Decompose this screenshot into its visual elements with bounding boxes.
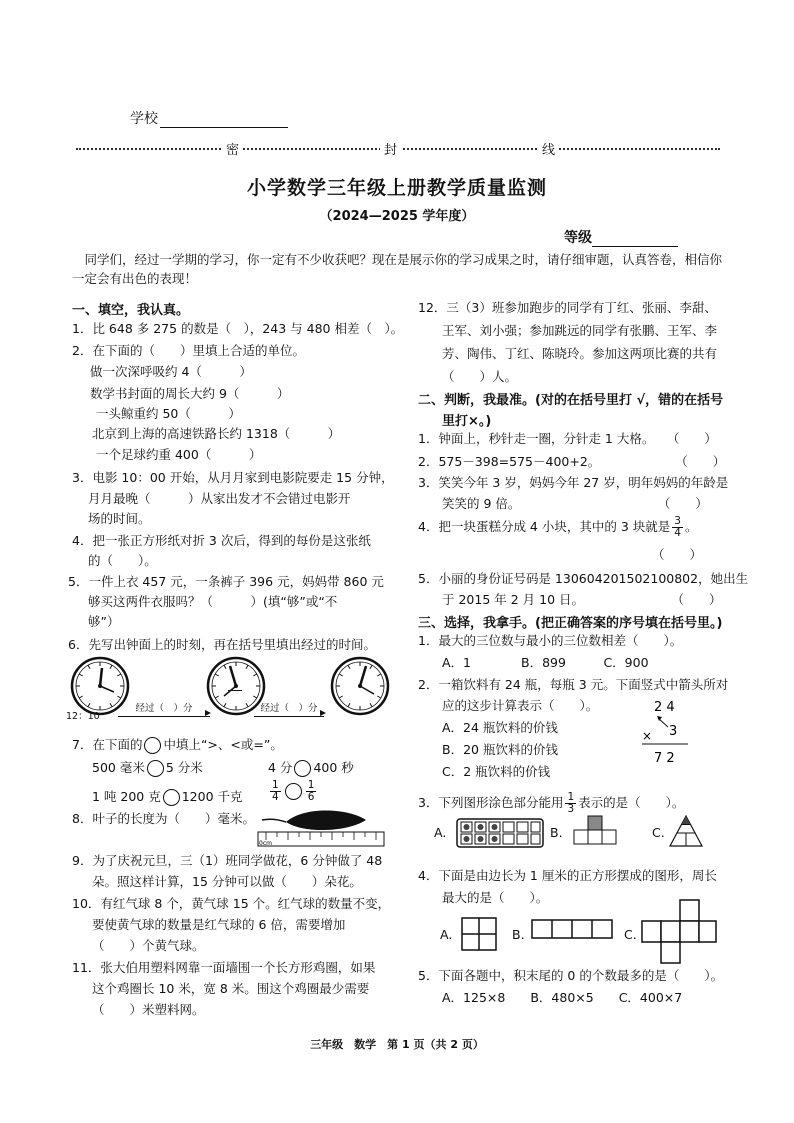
choice-5: 5．下面各题中，积末尾的 0 的个数最多的是（ ）。 <box>418 968 724 983</box>
choice-2-a: A．24 瓶饮料的价钱 <box>442 720 558 735</box>
section-3-heading: 三、选择，我拿手。(把正确答案的序号填在括号里。) <box>418 616 723 631</box>
choice-2-c: C．2 瓶饮料的价钱 <box>442 764 551 779</box>
leaf-ruler-diagram <box>256 804 388 850</box>
q7-item2 <box>268 759 354 777</box>
judge-5-line2: 于 2015 年 2 月 10 日。 （ ） <box>442 592 722 607</box>
q4-line1: 4．把一张正方形纸对折 3 次后，得到的每份是这张纸 <box>72 533 371 548</box>
q3-line1: 3．电影 10：00 开始，从月月家到电影院要走 15 分钟， <box>72 470 394 485</box>
grade-label: 等级 <box>564 230 592 246</box>
q7-text-b: 中填上“>、<或=”。 <box>163 737 283 752</box>
choice-3 <box>418 792 684 815</box>
q12-line4: （ ）人。 <box>442 369 518 384</box>
q7-2-right: 400 秒 <box>313 760 354 775</box>
section-1-heading: 一、填空，我认真。 <box>72 303 190 318</box>
choice-3-a-figure <box>456 818 544 848</box>
q7-1-left: 500 毫米 <box>92 760 145 775</box>
q12-line2: 王军、刘小强；参加跳远的同学有张鹏、王军、李 <box>442 323 718 338</box>
calc-times: × <box>642 729 653 743</box>
judge-4-paren: （ ） <box>652 547 703 562</box>
q7-frac-1-den: 4 <box>272 791 279 803</box>
calc-result: 7 2 <box>654 751 675 766</box>
intro-text <box>72 250 722 288</box>
q3-line3: 场的时间。 <box>88 511 151 526</box>
judge-5-line1: 5．小丽的身份证号码是 130604201502100802，她出生 <box>418 571 749 586</box>
q7-2-circle[interactable] <box>294 760 311 777</box>
intro-sentence: 同学们，经过一学期的学习，你一定有不少收获吧？现在是展示你的学习成果之时，请仔细审题，认真答卷，相信你一定会有出色的表现！ <box>72 252 723 286</box>
judge-4-frac-num: 3 <box>674 515 681 527</box>
q12-line3: 芳、陶伟、丁红、陈晓玲。参加这两项比赛的共有 <box>442 346 718 361</box>
choice-3-frac-num: 1 <box>567 791 575 803</box>
elapsed-1-label: 经过（ ）分 <box>135 703 193 714</box>
q10-line3: （ ）个黄气球。 <box>92 938 205 953</box>
judge-1: 1．钟面上，秒针走一圈，分针走 1 大格。 （ ） <box>418 431 717 446</box>
vertical-multiplication <box>642 698 702 768</box>
choice-3-text: 3．下列图形涂色部分能用 <box>418 795 564 810</box>
page-footer: 三年级 数学 第 1 页（共 2 页） <box>310 1038 484 1051</box>
q1: 1．比 648 多 275 的数是（ ），243 与 480 相差（ ）。 <box>72 321 404 336</box>
choice-1-options: A．1 B．899 C．900 <box>442 655 649 670</box>
q5-line1: 5．一件上衣 457 元，一条裤子 396 元，妈妈带 860 元 <box>68 574 384 589</box>
choice-2-line1: 2．一箱饮料有 24 瓶，每瓶 3 元。下面竖式中箭头所对 <box>418 677 729 692</box>
clock-3 <box>332 658 388 714</box>
q7-text: 7．在下面的 <box>72 737 143 752</box>
clock-1-time: 12：10 <box>66 711 100 722</box>
clock-2-blank <box>228 690 242 691</box>
q11-line3: （ ）米塑料网。 <box>92 1002 205 1017</box>
q6: 6．先写出钟面上的时刻，再在括号里填出经过的时间。 <box>68 637 376 652</box>
section-2-heading-cont: 里打×。) <box>442 414 492 429</box>
judge-4-frac-den: 4 <box>674 527 681 539</box>
q2d: 北京到上海的高速铁路长约 1318（ ） <box>92 426 341 441</box>
q5-line3: 够”） <box>88 614 120 629</box>
choice-3-c-figure <box>668 814 704 848</box>
school-field <box>130 108 288 128</box>
choice-4-b-label: B. <box>512 927 525 942</box>
q7-frac-1-num: 1 <box>272 779 279 791</box>
grade-blank <box>592 232 678 247</box>
choice-4-line1: 4．下面是由边长为 1 厘米的正方形摆成的图形，周长 <box>418 868 717 883</box>
school-blank <box>160 113 288 128</box>
elapsed-2 <box>254 702 324 717</box>
seal-char-right: 线 <box>538 139 559 158</box>
q7 <box>72 736 283 754</box>
choice-3-a-label: A. <box>434 825 447 840</box>
choice-3-frac <box>565 792 576 815</box>
q7-frac-2-den: 6 <box>307 791 315 803</box>
school-year: （2024—2025 学年度） <box>319 209 475 224</box>
grade-field <box>564 227 678 247</box>
q7-item4 <box>268 780 318 803</box>
q11-line1: 11．张大伯用塑料网靠一面墙围一个长方形鸡圈，如果 <box>72 960 376 975</box>
judge-4-end: 。 <box>684 519 698 534</box>
q12-line1: 12．三（3）班参加跑步的同学有丁红、张丽、李甜、 <box>418 300 717 315</box>
ruler-zero-label: 0cm <box>259 840 272 847</box>
choice-1: 1．最大的三位数与最小的三位数相差（ ）。 <box>418 633 683 648</box>
q2a: 做一次深呼吸约 4（ ） <box>90 364 252 379</box>
compare-circle-icon <box>144 737 161 754</box>
choice-3-b-figure <box>570 814 620 848</box>
q9-line2: 朵。照这样计算，15 分钟可以做（ ）朵花。 <box>92 874 362 889</box>
q5-line2: 够买这两件衣服吗？（ ）(填“够”或“不 <box>88 594 338 609</box>
q2b: 数学书封面的周长大约 9（ ） <box>90 386 290 401</box>
q7-item3 <box>92 788 243 806</box>
q2: 2．在下面的（ ）里填上合适的单位。 <box>72 343 305 358</box>
choice-4-a-label: A. <box>440 927 453 942</box>
choice-2-line2: 应的这步计算表示（ ）。 <box>442 698 599 713</box>
q7-frac-2-num: 1 <box>307 779 315 791</box>
q2c: 一头鲸重约 50（ ） <box>96 406 241 421</box>
elapsed-2-arrow <box>320 710 326 716</box>
q7-2-left: 4 分 <box>268 760 293 775</box>
q7-frac-1 <box>270 780 281 803</box>
judge-3-line2: 笑笑的 9 倍。 （ ） <box>442 496 708 511</box>
q7-3-circle[interactable] <box>163 789 180 806</box>
choice-2-b: B．20 瓶饮料的价钱 <box>442 742 558 757</box>
calc-multiplier: 3 <box>669 724 678 739</box>
school-label: 学校 <box>130 111 158 127</box>
judge-4-text: 4．把一块蛋糕分成 4 小块，其中的 3 块就是 <box>418 519 671 534</box>
choice-4-c-label: C. <box>624 927 637 942</box>
q11-line2: 这个鸡圈长 10 米，宽 8 米。围这个鸡圈最少需要 <box>92 981 370 996</box>
elapsed-1 <box>118 702 210 717</box>
q7-1-right: 5 分米 <box>165 760 203 775</box>
choice-4-a-figure <box>460 916 500 952</box>
calc-top: 2 4 <box>654 700 675 715</box>
q7-frac-2 <box>306 780 317 803</box>
q10-line1: 10．有红气球 8 个，黄气球 15 个。红气球的数量不变， <box>72 896 391 911</box>
q2e: 一个足球约重 400（ ） <box>96 447 262 462</box>
choice-3-text-b: 表示的是（ ）。 <box>578 795 685 810</box>
choice-3-frac-den: 3 <box>567 803 575 815</box>
q7-item1 <box>92 759 203 777</box>
q3-line2: 月月最晚（ ）从家出发才不会错过电影开 <box>88 491 351 506</box>
judge-3-line1: 3．笑笑今年 3 岁，妈妈今年 27 岁，明年妈妈的年龄是 <box>418 475 729 490</box>
q4-line2: 的（ ）。 <box>88 553 157 568</box>
q8: 8．叶子的长度为（ ）毫米。 <box>72 811 255 826</box>
seal-line <box>76 139 720 158</box>
q7-3-right: 1200 千克 <box>181 789 243 804</box>
choice-4-b-figure <box>530 918 614 940</box>
elapsed-1-arrow <box>205 710 211 716</box>
choice-5-options: A．125×8 B．480×5 C．400×7 <box>442 990 683 1005</box>
q10-line2: 要使黄气球的数量是红气球的 6 倍，需要增加 <box>92 917 346 932</box>
q7-1-circle[interactable] <box>147 760 164 777</box>
choice-4-line2: 最大的是（ ）。 <box>442 890 549 905</box>
choice-3-b-label: B. <box>550 825 563 840</box>
q9-line1: 9．为了庆祝元旦，三（1）班同学做花，6 分钟做了 48 <box>72 853 383 868</box>
q7-4-circle[interactable] <box>285 783 302 800</box>
seal-char-mid: 封 <box>380 139 401 158</box>
judge-4 <box>418 516 697 539</box>
judge-2: 2．575－398=575－400+2。 （ ） <box>418 454 726 469</box>
seal-char-left: 密 <box>222 139 243 158</box>
judge-4-frac <box>672 516 683 539</box>
section-2-heading: 二、判断，我最准。(对的在括号里打 √，错的在括号 <box>418 393 724 408</box>
choice-4-c-figure <box>640 898 718 966</box>
elapsed-2-label: 经过（ ）分 <box>260 703 318 714</box>
page-title: 小学数学三年级上册教学质量监测 <box>246 177 547 199</box>
leaf-icon <box>286 811 366 831</box>
q7-3-left: 1 吨 200 克 <box>92 789 161 804</box>
choice-3-c-label: C. <box>652 825 665 840</box>
